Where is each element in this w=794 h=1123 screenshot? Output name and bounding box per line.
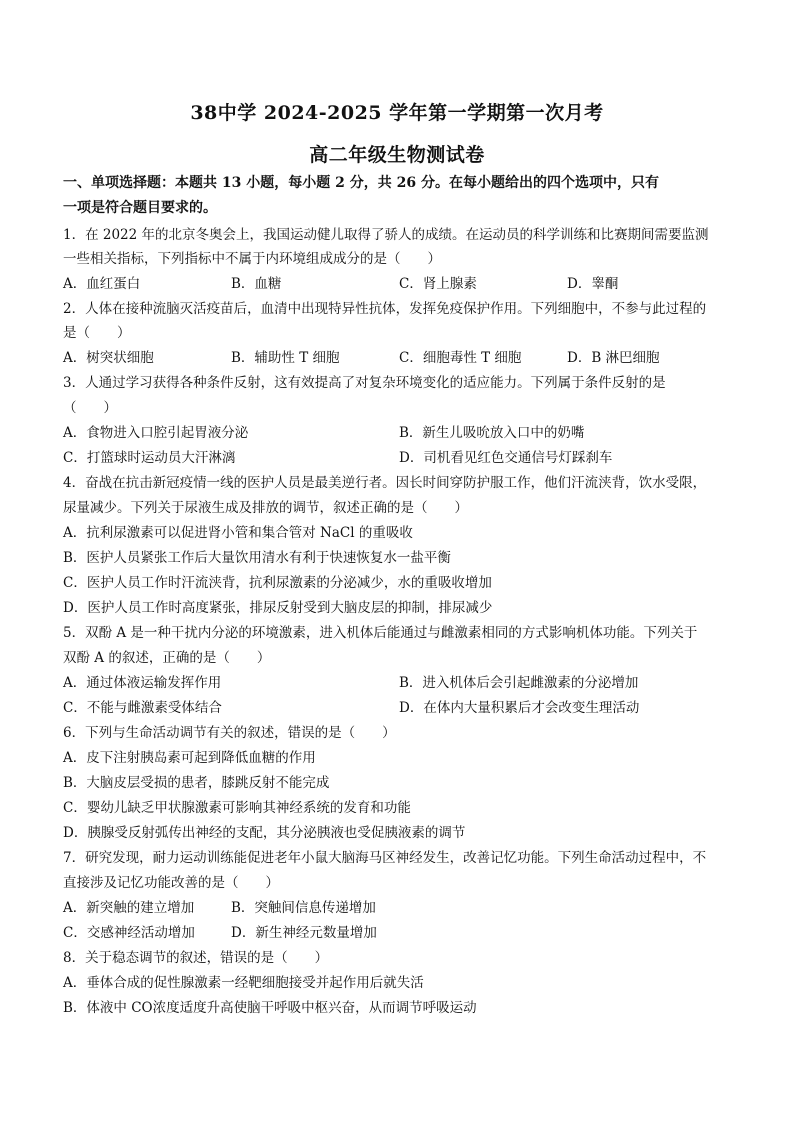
q3-option-d: D．司机看见红色交通信号灯踩刹车 [399, 450, 613, 466]
q6-option-a: A．皮下注射胰岛素可起到降低血糖的作用 [63, 750, 316, 766]
q5-option-b: B．进入机体后会引起雌激素的分泌增加 [399, 675, 639, 691]
q5-option-c: C．不能与雌激素受体结合 [63, 700, 222, 716]
q4-option-b: B．医护人员紧张工作后大量饮用清水有利于快速恢复水一盐平衡 [63, 550, 451, 566]
q8-option-b: B．体液中 CO浓度适度升高使脑干呼吸中枢兴奋，从而调节呼吸运动 [63, 1000, 477, 1016]
q1-stem-line2: 一些相关指标，下列指标中不属于内环境组成成分的是（ ） [63, 251, 441, 267]
q7-option-d: D．新生神经元数量增加 [231, 925, 377, 941]
exam-title: 38中学 2024-2025 学年第一学期第一次月考 [190, 102, 604, 124]
q4-stem-line1: 4．奋战在抗击新冠疫情一线的医护人员是最美逆行者。因长时间穿防护服工作，他们汗流浃背，饮水受限， [63, 475, 707, 491]
q2-option-d: D．B 淋巴细胞 [567, 350, 660, 366]
q4-option-a: A．抗利尿激素可以促进肾小管和集合管对 NaCl 的重吸收 [63, 525, 413, 541]
q1-option-a: A．血红蛋白 [63, 276, 141, 292]
q2-stem-line1: 2．人体在接种流脑灭活疫苗后，血清中出现特异性抗体，发挥免疫保护作用。下列细胞中，不参与此过程的 [63, 301, 707, 317]
q7-option-b: B．突触间信息传递增加 [231, 900, 376, 916]
q5-stem-line2: 双酚 A 的叙述，正确的是（ ） [63, 650, 271, 666]
q6-stem-line1: 6．下列与生命活动调节有关的叙述，错误的是（ ） [63, 725, 396, 741]
q7-option-c: C．交感神经活动增加 [63, 925, 195, 941]
q3-option-a: A．食物进入口腔引起胃液分泌 [63, 425, 249, 441]
q2-option-b: B．辅助性 T 细胞 [231, 350, 340, 366]
q1-option-b: B．血糖 [231, 276, 282, 292]
q2-option-c: C．细胞毒性 T 细胞 [399, 350, 522, 366]
q6-option-b: B．大脑皮层受损的患者，膝跳反射不能完成 [63, 775, 330, 791]
q4-stem-line2: 尿量减少。下列关于尿液生成及排放的调节，叙述正确的是（ ） [63, 500, 468, 516]
q7-stem-line2: 直接涉及记忆功能改善的是（ ） [63, 875, 279, 891]
q5-option-a: A．通过体液运输发挥作用 [63, 675, 222, 691]
q5-option-d: D．在体内大量积累后才会改变生理活动 [399, 700, 640, 716]
q3-option-c: C．打篮球时运动员大汗淋漓 [63, 450, 236, 466]
q1-stem-line1: 1．在 2022 年的北京冬奥会上，我国运动健儿取得了骄人的成绩。在运动员的科学训练和比赛期间需要监测 [63, 227, 709, 243]
q7-option-a: A．新突触的建立增加 [63, 900, 195, 916]
q6-option-c: C．婴幼儿缺乏甲状腺激素可影响其神经系统的发育和功能 [63, 800, 411, 816]
q8-option-a: A．垂体合成的促性腺激素一经靶细胞接受并起作用后就失活 [63, 975, 424, 991]
q5-stem-line1: 5．双酚 A 是一种干扰内分泌的环境激素，进入机体后能通过与雌激素相同的方式影响机体功能。下列关于 [63, 625, 698, 641]
q1-option-d: D．睾酮 [567, 276, 619, 292]
section-instruction-line1: 一、单项选择题：本题共 13 小题，每小题 2 分，共 26 分。在每小题给出的四个选项中，只有 [63, 175, 659, 191]
q3-stem-line1: 3．人通过学习获得各种条件反射，这有效提高了对复杂环境变化的适应能力。下列属于条件反射的是 [63, 375, 666, 391]
q1-option-c: C．肾上腺素 [399, 276, 477, 292]
q2-stem-line2: 是（ ） [63, 325, 131, 341]
q4-option-c: C．医护人员工作时汗流浃背，抗利尿激素的分泌减少，水的重吸收增加 [63, 575, 492, 591]
q7-stem-line1: 7．研究发现，耐力运动训练能促进老年小鼠大脑海马区神经发生，改善记忆功能。下列生命活动过程中，不 [63, 850, 707, 866]
q3-option-b: B．新生儿吸吮放入口中的奶嘴 [399, 425, 585, 441]
q2-option-a: A．树突状细胞 [63, 350, 154, 366]
q6-option-d: D．胰腺受反射弧传出神经的支配，其分泌胰液也受促胰液素的调节 [63, 825, 466, 841]
q4-option-d: D．医护人员工作时高度紧张，排尿反射受到大脑皮层的抑制，排尿减少 [63, 600, 493, 616]
section-instruction-line2: 一项是符合题目要求的。 [63, 200, 217, 216]
q8-stem-line1: 8．关于稳态调节的叙述，错误的是（ ） [63, 950, 329, 966]
exam-subtitle: 高二年级生物测试卷 [309, 144, 485, 166]
q3-stem-line2: （ ） [63, 400, 117, 416]
